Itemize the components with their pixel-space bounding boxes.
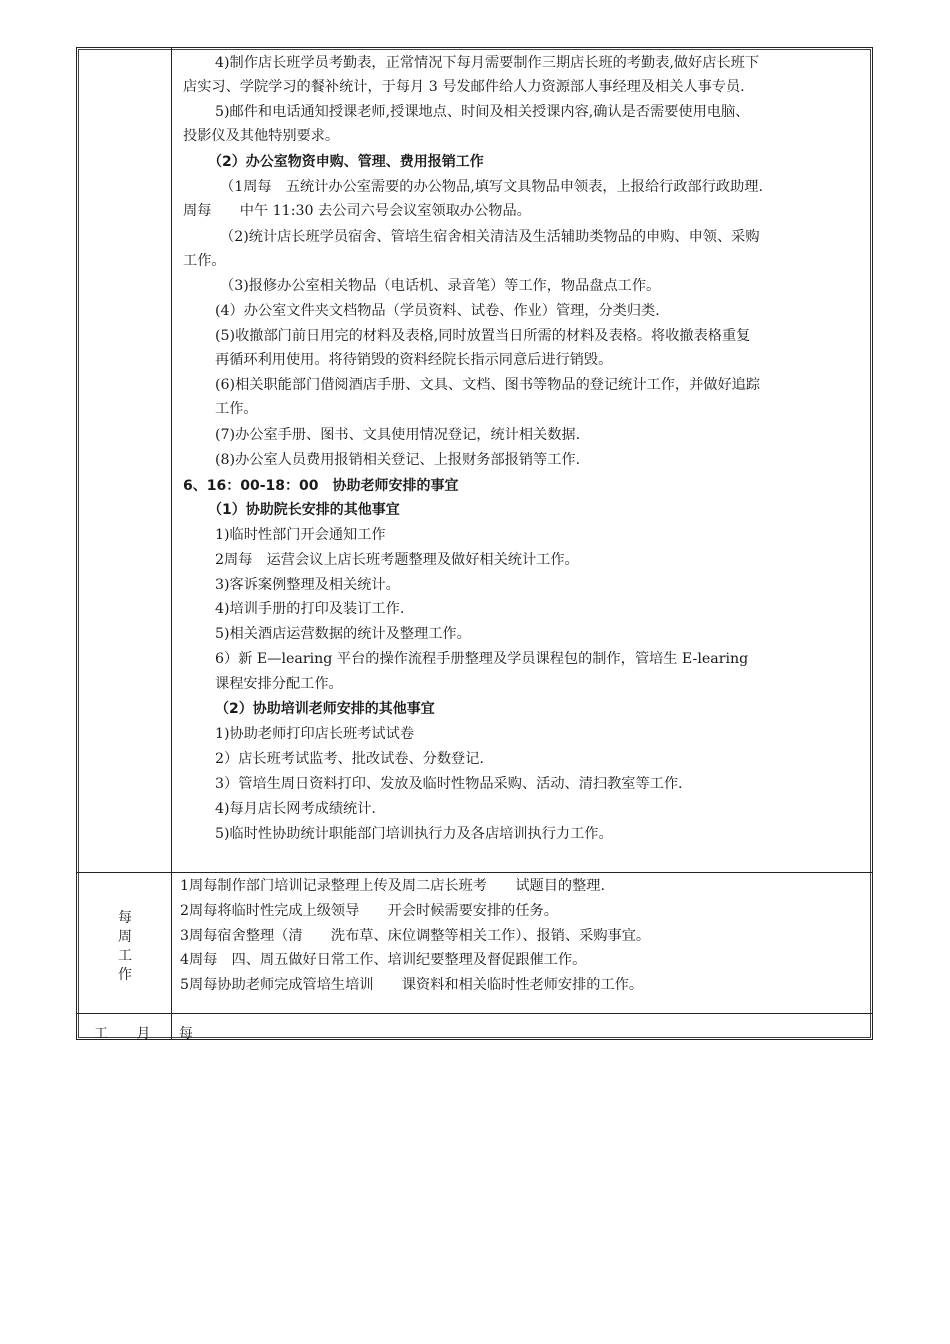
text-line: 1)临时性部门开会通知工作 <box>215 527 386 543</box>
text-line: （3)报修办公室相关物品（电话机、录音笔）等工作，物品盘点工作。 <box>220 278 661 294</box>
text-line: (6)相关职能部门借阅酒店手册、文具、文档、图书等物品的登记统计工作，并做好追踪 <box>215 377 761 393</box>
text-line: 投影仪及其他特别要求。 <box>183 128 340 144</box>
section-heading: （2）协助培训老师安排的其他事宜 <box>215 701 435 717</box>
text-line: 4)制作店长班学员考勤表，正常情况下每月需要制作三期店长班的考勤表,做好店长班下 <box>215 55 760 71</box>
text-line: （2)统计店长班学员宿舍、管培生宿舍相关清洁及生活辅助类物品的申购、申领、采购 <box>220 229 760 245</box>
weekly-label-char: 作 <box>118 967 132 983</box>
text-line: (5)收撤部门前日用完的材料及表格,同时放置当日所需的材料及表格。将收撤表格重复 <box>215 328 751 344</box>
section-heading: 6、16：00-18：00 协助老师安排的事宜 <box>183 478 459 494</box>
text-line: 工作。 <box>183 253 226 269</box>
text-line: 周每 中午 11:30 去公司六号会议室领取办公物品。 <box>183 203 531 219</box>
text-line: (8)办公室人员费用报销相关登记、上报财务部报销等工作. <box>215 452 581 468</box>
text-line: 4)每月店长网考成绩统计. <box>215 801 376 817</box>
text-line: 3)客诉案例整理及相关统计。 <box>215 577 400 593</box>
column-divider <box>171 47 172 1040</box>
text-line: 2）店长班考试监考、批改试卷、分数登记. <box>215 751 484 767</box>
text-line: 3周每宿舍整理（清 洗布草、床位调整等相关工作）、报销、采购事宜。 <box>180 928 651 944</box>
text-line: 5)邮件和电话通知授课老师,授课地点、时间及相关授课内容,确认是否需要使用电脑、 <box>215 104 750 120</box>
text-line: 4)培训手册的打印及装订工作. <box>215 601 405 617</box>
text-line: 2周每 运营会议上店长班考题整理及做好相关统计工作。 <box>215 552 579 568</box>
text-line: 4周每 四、周五做好日常工作、培训纪要整理及督促跟催工作。 <box>180 952 587 968</box>
text-line: （1周每 五统计办公室需要的办公物品,填写文具物品申领表，上报给行政部行政助理. <box>220 179 763 195</box>
text-line: (7)办公室手册、图书、文具使用情况登记，统计相关数据. <box>215 427 581 443</box>
text-line: 课程安排分配工作。 <box>215 676 343 692</box>
text-line: 3）管培生周日资料打印、发放及临时性物品采购、活动、清扫教室等工作. <box>215 776 683 792</box>
weekly-label-char: 周 <box>118 929 132 945</box>
monthly-section-label: 工 月 每 <box>94 1026 205 1042</box>
row-divider-weekly <box>76 872 873 873</box>
weekly-label-char: 工 <box>118 948 132 964</box>
section-heading: （2）办公室物资申购、管理、费用报销工作 <box>208 154 484 170</box>
text-line: 1)协助老师打印店长班考试试卷 <box>215 726 415 742</box>
section-heading: （1）协助院长安排的其他事宜 <box>208 502 400 518</box>
text-line: 再循环利用使用。将待销毁的资料经院长指示同意后进行销毁。 <box>215 352 613 368</box>
text-line: 5)临时性协助统计职能部门培训执行力及各店培训执行力工作。 <box>215 826 613 842</box>
text-line: (4）办公室文件夹文档物品（学员资料、试卷、作业）管理，分类归类. <box>215 303 660 319</box>
text-line: 工作。 <box>215 401 258 417</box>
text-line: 2周每将临时性完成上级领导 开会时候需要安排的任务。 <box>180 903 558 919</box>
text-line: 6）新 E—learing 平台的操作流程手册整理及学员课程包的制作，管培生 E-learing <box>215 651 749 667</box>
text-line: 1周每制作部门培训记录整理上传及周二店长班考 试题目的整理. <box>180 878 605 894</box>
row-divider-monthly <box>76 1013 873 1014</box>
text-line: 店实习、学院学习的餐补统计，于每月 3 号发邮件给人力资源部人事经理及相关人事专员. <box>183 79 745 95</box>
text-line: 5)相关酒店运营数据的统计及整理工作。 <box>215 626 471 642</box>
weekly-label-char: 每 <box>118 910 132 926</box>
text-line: 5周每协助老师完成管培生培训 课资料和相关临时性老师安排的工作。 <box>180 977 644 993</box>
